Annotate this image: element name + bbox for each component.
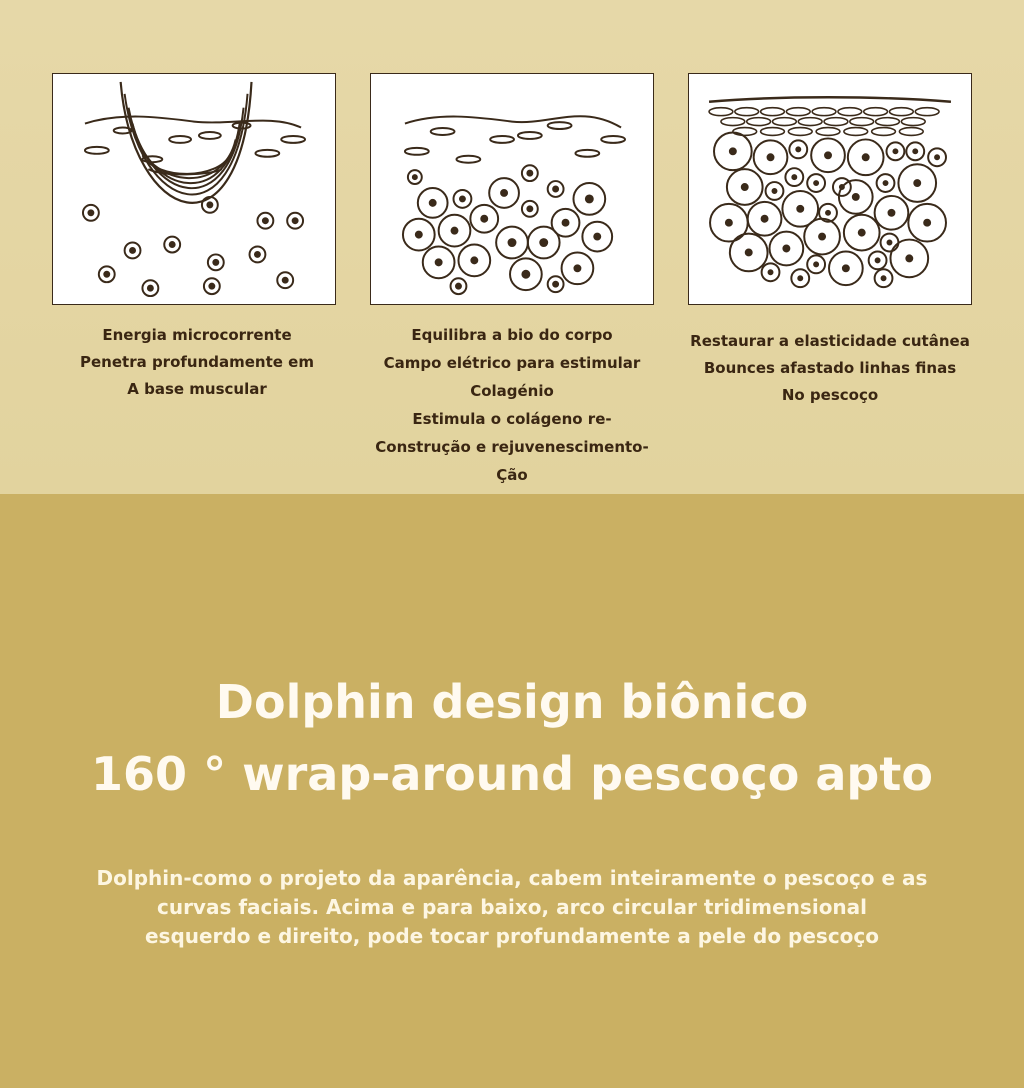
microcurrent-penetration-illustration <box>53 74 335 304</box>
caption-line: Energia microcorrente <box>102 326 292 344</box>
caption-line: Construção e rejuvenescimento- <box>375 438 649 456</box>
caption-bio-electric <box>352 321 672 489</box>
panel-skin-elasticity <box>688 73 972 305</box>
panel-bio-electric <box>370 73 654 305</box>
caption-line: A base muscular <box>127 380 267 398</box>
description-line: Dolphin-como o projeto da aparência, cabem inteiramente o pescoço e as <box>96 866 928 890</box>
caption-line: Colagénio <box>470 382 554 400</box>
caption-line: Restaurar a elasticidade cutânea <box>690 332 970 350</box>
panel-microcurrent <box>52 73 336 305</box>
caption-line: Penetra profundamente em <box>80 353 314 371</box>
caption-skin-elasticity <box>670 328 990 409</box>
bio-electric-collagen-illustration <box>371 74 653 304</box>
caption-line: Equilibra a bio do corpo <box>411 326 613 344</box>
headline-line-2: 160 ° wrap-around pescoço apto <box>91 747 933 801</box>
description-line: curvas faciais. Acima e para baixo, arco circular tridimensional <box>156 895 868 919</box>
feature-headline <box>0 666 1024 810</box>
caption-line: Estimula o colágeno re- <box>412 410 612 428</box>
caption-line: Campo elétrico para estimular <box>383 354 641 372</box>
headline-line-1: Dolphin design biônico <box>215 675 809 729</box>
caption-microcurrent <box>37 322 357 403</box>
caption-line: No pescoço <box>781 386 879 404</box>
description-line: esquerdo e direito, pode tocar profundamente a pele do pescoço <box>144 924 880 948</box>
caption-line: Ção <box>496 466 528 484</box>
skin-elasticity-illustration <box>689 74 971 304</box>
caption-line: Bounces afastado linhas finas <box>703 359 957 377</box>
feature-description <box>0 864 1024 951</box>
diagram-section <box>0 0 1024 494</box>
